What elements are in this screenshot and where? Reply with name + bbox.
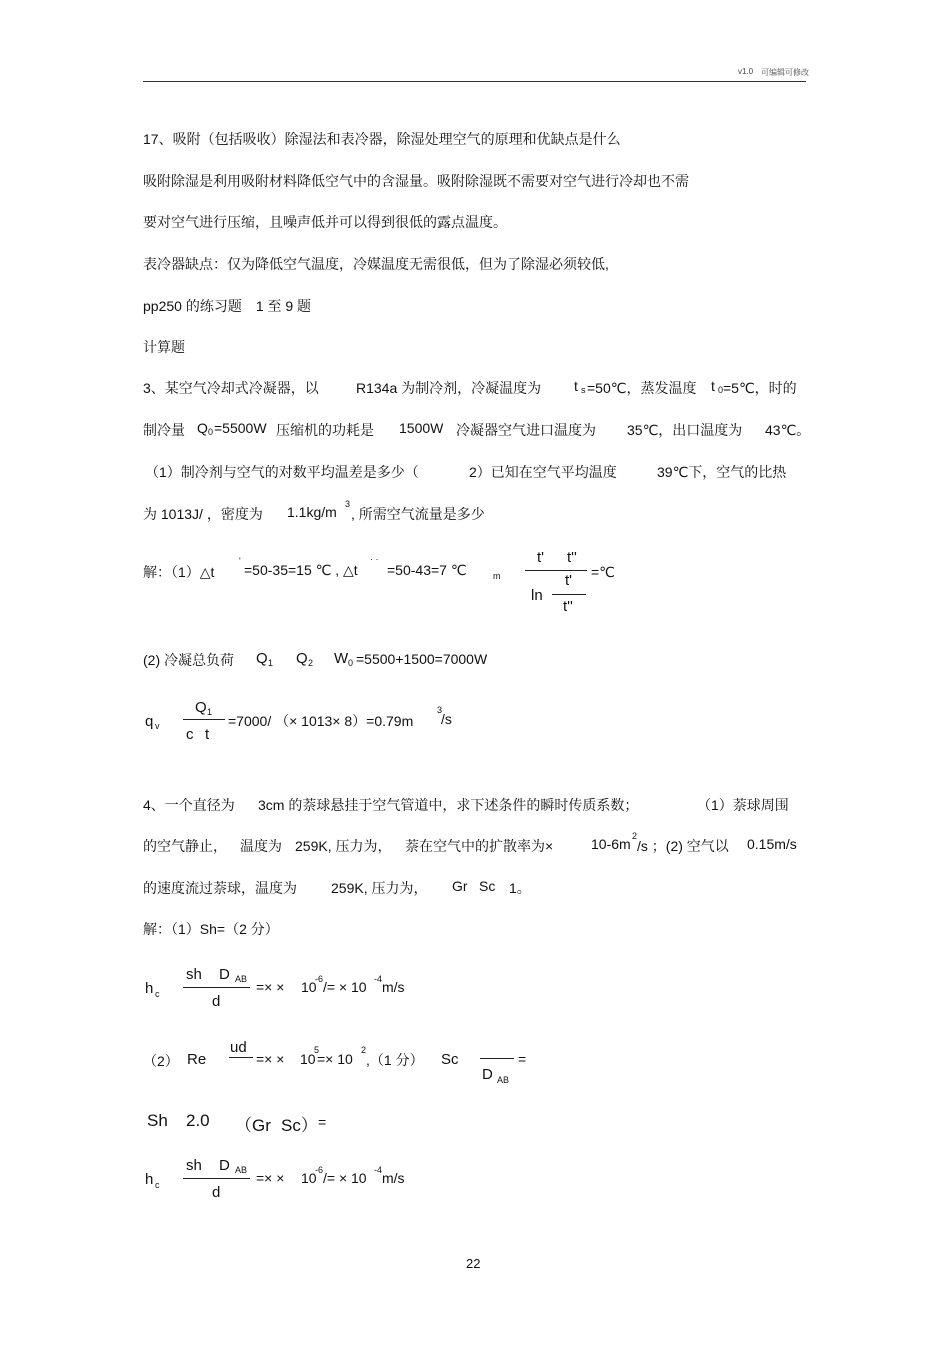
- hc2-num-sh: sh: [186, 1157, 202, 1174]
- hc1-fraction-bar: [183, 987, 250, 988]
- q3-q0-subscript: 0: [208, 427, 214, 437]
- qv-den-c: c: [186, 726, 194, 743]
- log-mean-inner-num: t': [565, 572, 573, 589]
- log-mean-inner-den: t'': [563, 598, 573, 615]
- q4-re-symbol: Re: [187, 1051, 207, 1068]
- hc2-res-b: 10: [301, 1170, 317, 1186]
- section-title: 计算题: [143, 339, 185, 355]
- q4-sh-value: 2.0: [186, 1111, 210, 1130]
- q3-line1-d: =50℃，蒸发温度: [587, 380, 697, 396]
- hc1-res-a: =× ×: [256, 979, 285, 995]
- q4-re-fraction-bar: [229, 1057, 253, 1058]
- q3-sol1-c: =50-43=7 ℃: [387, 562, 467, 578]
- q3-line1-f: =5℃，时的: [723, 380, 797, 396]
- log-mean-inner-bar: [552, 594, 586, 595]
- q4-line3-b: 259K, 压力为，: [331, 880, 428, 896]
- hc1-res-c: /= × 10: [323, 979, 367, 995]
- q3-line2-g: 35℃，出口温度为: [627, 422, 743, 438]
- header-version: v1.0: [738, 67, 754, 76]
- qv-num-sub: 1: [207, 707, 213, 717]
- q3-sol1-a: 解：（1）△t: [143, 564, 215, 580]
- hc1-res-sup: -6: [315, 974, 324, 984]
- q4-line2-b: 温度为: [240, 838, 282, 854]
- q4-line2-e: 10-6m: [591, 836, 631, 852]
- q3-line1-a: 3、某空气冷却式冷凝器，以: [143, 380, 319, 396]
- header-note: 可编辑可修改: [761, 68, 809, 77]
- q3-sol2-w-sub: 0: [348, 658, 354, 668]
- q4-line3-e: 1。: [509, 880, 531, 896]
- hc2-res-d: m/s: [382, 1170, 405, 1186]
- q3-line3-c: 39℃下，空气的比热: [657, 464, 787, 480]
- q4-sh-sc: Sc）: [281, 1116, 318, 1135]
- q3-line2-c: =5500W: [214, 420, 267, 436]
- q17-answer-line2: 要对空气进行压缩，且噪声低并可以得到很低的露点温度。: [143, 214, 507, 230]
- q4-sc-den-sub: AB: [497, 1075, 510, 1085]
- q4-line1-b: 3cm 的萘球悬挂于空气管道中，求下述条件的瞬时传质系数；: [258, 797, 639, 813]
- qv-result-sup: 3: [437, 705, 443, 715]
- q4-re-res: =× ×: [256, 1051, 285, 1067]
- q4-sc-eq: =: [518, 1051, 527, 1067]
- q4-sol1: 解：（1）Sh=（2 分）: [143, 921, 279, 937]
- q3-sol2-q2-sub: 2: [308, 658, 314, 668]
- q4-line3-gr: Gr: [452, 878, 468, 894]
- q4-line3-sc: Sc: [479, 878, 496, 894]
- hc1-subscript: c: [155, 989, 160, 999]
- q4-line3-a: 的速度流过萘球，温度为: [143, 880, 297, 896]
- q3-sol1-m: m: [493, 571, 501, 581]
- qv-result-tail: /s: [441, 711, 452, 727]
- hc1-num-d: D: [219, 966, 230, 983]
- q4-line2-c: 259K, 压力为，: [295, 838, 392, 854]
- q4-sh-symbol: Sh: [147, 1111, 168, 1130]
- hc2-num-d: D: [219, 1157, 230, 1174]
- hc1-res-sup2: -4: [374, 974, 383, 984]
- hc1-den: d: [212, 993, 221, 1010]
- hc1-res-d: m/s: [382, 979, 405, 995]
- q3-line4-c: , 所需空气流量是多少: [351, 506, 485, 522]
- q3-sol2-w: W: [334, 650, 349, 667]
- q3-sol1-double-prime: · ·: [370, 554, 379, 564]
- log-mean-result: =℃: [591, 564, 615, 580]
- log-mean-num-a: t': [537, 549, 545, 566]
- q4-re-10: 10: [300, 1051, 316, 1067]
- hc1-num-sh: sh: [186, 966, 202, 983]
- q3-q0-symbol: Q: [197, 420, 208, 436]
- q4-re-sup2: 2: [361, 1045, 367, 1055]
- q4-sc-den: D: [482, 1066, 493, 1083]
- q4-line1-c: （1）萘球周围: [697, 797, 789, 813]
- q3-ts-symbol: t: [574, 378, 578, 394]
- hc1-symbol: h: [145, 980, 154, 997]
- qv-fraction-bar: [183, 719, 225, 720]
- q3-sol2-a: (2) 冷凝总负荷: [143, 652, 234, 668]
- hc2-res-sup: -6: [315, 1165, 324, 1175]
- log-mean-num-b: t'': [567, 549, 577, 566]
- q3-line3-b: 2）已知在空气平均温度: [469, 464, 617, 480]
- q4-sc-fraction-bar: [480, 1058, 514, 1059]
- q3-line4-sup: 3: [345, 499, 351, 509]
- q4-re-rest: =× 10: [317, 1051, 353, 1067]
- q4-line2-d: 萘在空气中的扩散率为×: [405, 838, 554, 854]
- hc1-res-b: 10: [301, 979, 317, 995]
- q3-line2-f: 冷凝器空气进口温度为: [456, 422, 596, 438]
- qv-result: =7000/ （× 1013× 8）=0.79m: [228, 713, 414, 729]
- q3-sol2-q1-sub: 1: [268, 658, 274, 668]
- q4-re-tail: ,（1 分）: [366, 1052, 424, 1068]
- qv-den-t: t: [205, 726, 210, 743]
- qv-num: Q: [195, 699, 207, 716]
- q4-line2-a: 的空气静止，: [143, 838, 227, 854]
- page-number: 22: [466, 1256, 481, 1271]
- hc2-num-d-sub: AB: [235, 1165, 248, 1175]
- hc2-den: d: [212, 1184, 221, 1201]
- q4-line2-sup: 2: [632, 831, 638, 841]
- log-mean-ln: ln: [531, 587, 543, 604]
- q4-sc-symbol: Sc: [441, 1051, 459, 1068]
- q4-re-num: ud: [230, 1039, 247, 1056]
- q4-re-sup: 5: [314, 1045, 320, 1055]
- hc2-res-c: /= × 10: [323, 1170, 367, 1186]
- q3-sol2-q1: Q: [256, 650, 268, 667]
- q3-line2-e: 1500W: [399, 420, 444, 436]
- q3-line4-a: 为 1013J/ ，密度为: [143, 506, 263, 522]
- q4-line2-g: 0.15m/s: [747, 836, 797, 852]
- q3-t0-symbol: t: [711, 378, 715, 394]
- hc1-num-d-sub: AB: [235, 974, 248, 984]
- q4-re-a: （2）: [143, 1053, 179, 1069]
- q4-line1-a: 4、一个直径为: [143, 797, 235, 813]
- q3-ts-subscript: s: [581, 385, 586, 395]
- q3-line2-h: 43℃。: [765, 422, 811, 438]
- q4-line2-f: /s ；(2) 空气以: [637, 838, 729, 854]
- q3-sol2-q2: Q: [296, 650, 308, 667]
- q3-line2-a: 制冷量: [143, 422, 185, 438]
- exercise-reference: pp250 的练习题 1 至 9 题: [143, 298, 312, 314]
- q3-sol1-prime: ': [239, 556, 241, 566]
- q3-line4-b: 1.1kg/m: [287, 504, 337, 520]
- qv-subscript: v: [155, 721, 160, 731]
- qv-symbol: q: [145, 713, 154, 730]
- hc2-res-sup2: -4: [374, 1165, 383, 1175]
- hc2-subscript: c: [155, 1180, 160, 1190]
- hc2-fraction-bar: [183, 1178, 250, 1179]
- q4-sh-eq: =: [318, 1114, 327, 1130]
- q3-line2-d: 压缩机的功耗是: [276, 422, 374, 438]
- hc2-res-a: =× ×: [256, 1170, 285, 1186]
- q17-answer-line3: 表冷器缺点：仅为降低空气温度，冷媒温度无需很低，但为了除湿必须较低,: [143, 256, 609, 272]
- log-mean-fraction-bar: [525, 570, 587, 571]
- q3-line3-a: （1）制冷剂与空气的对数平均温差是多少（: [145, 464, 419, 480]
- header-rule: [143, 81, 806, 82]
- q3-sol1-b: =50-35=15 ℃ , △t: [244, 562, 358, 578]
- hc2-symbol: h: [145, 1171, 154, 1188]
- q3-sol2-rest: =5500+1500=7000W: [356, 651, 488, 667]
- q17-answer-line1: 吸附除湿是利用吸附材料降低空气中的含湿量。吸附除湿既不需要对空气进行冷却也不需: [143, 173, 689, 189]
- q4-sh-gr: （Gr: [235, 1116, 271, 1135]
- q17-title: 17、吸附（包括吸收）除湿法和表冷器，除湿处理空气的原理和优缺点是什么: [143, 131, 621, 147]
- q3-t0-subscript: 0: [718, 385, 724, 395]
- q3-line1-b: R134a 为制冷剂，冷凝温度为: [356, 380, 542, 396]
